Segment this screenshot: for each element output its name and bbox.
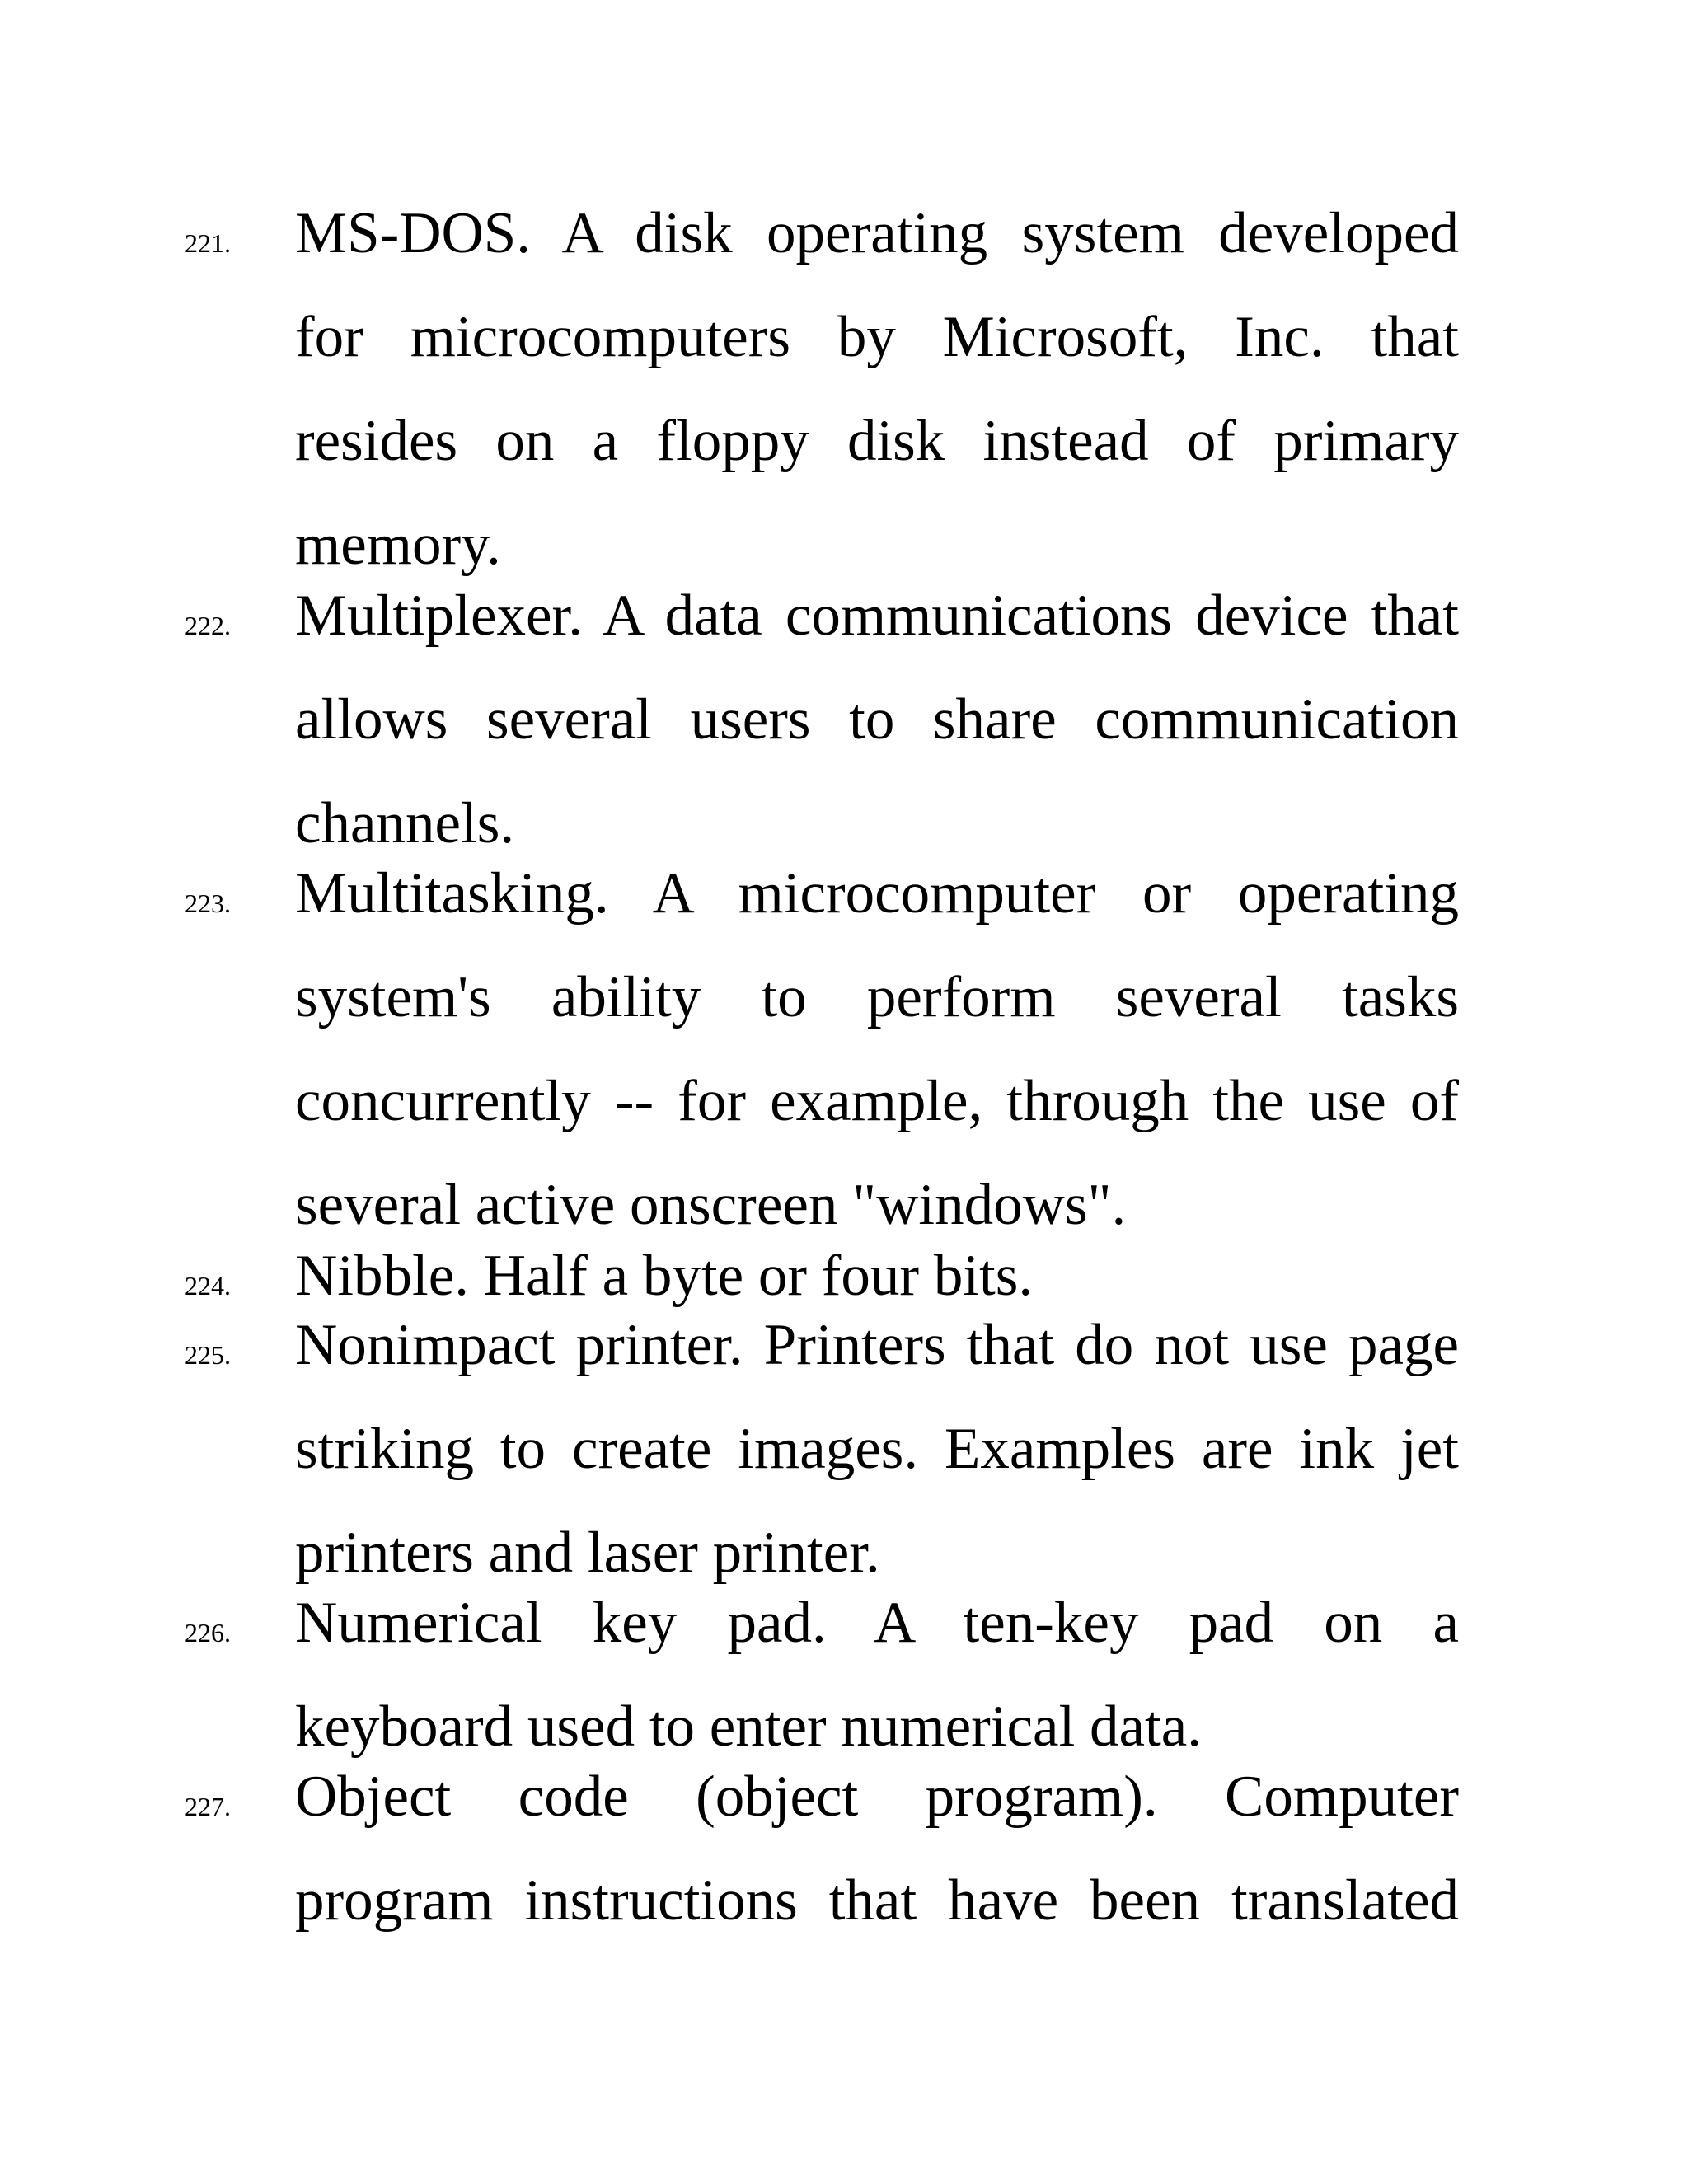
entry-line: channels. [295, 791, 515, 855]
entry-line: printers and laser printer. [295, 1521, 880, 1585]
entry-line: Nibble. Half a byte or four bits. [295, 1244, 1034, 1308]
entry-line: Numerical key pad. A ten-key pad on a [295, 1591, 1459, 1655]
entry-number: 223. [185, 888, 231, 918]
entry-line: resides on a floppy disk instead of primary [295, 409, 1459, 473]
entry-line: keyboard used to enter numerical data. [295, 1694, 1203, 1759]
entry-line: system's ability to perform several tasks [295, 965, 1459, 1029]
entry-line: program instructions that have been translated [295, 1868, 1459, 1933]
entry-line: memory. [295, 513, 501, 577]
entry-line: Multiplexer. A data communications device that [295, 583, 1459, 648]
entry-number: 224. [185, 1271, 231, 1301]
entry-line: Nonimpact printer. Printers that do not use page [295, 1313, 1459, 1377]
entry-number: 221. [185, 228, 231, 258]
entry-line: Multitasking. A microcomputer or operating [295, 861, 1459, 926]
entry-number: 226. [185, 1618, 231, 1647]
entry-line: several active onscreen "windows". [295, 1173, 1127, 1237]
entry-line: striking to create images. Examples are ink jet [295, 1417, 1459, 1481]
entry-line: concurrently -- for example, through the use of [295, 1069, 1459, 1133]
entry-number: 225. [185, 1340, 231, 1370]
entry-line: MS-DOS. A disk operating system developed [295, 201, 1459, 265]
entry-line: Object code (object program). Computer [295, 1765, 1459, 1829]
entry-line: for microcomputers by Microsoft, Inc. that [295, 305, 1459, 369]
entry-number: 227. [185, 1792, 231, 1821]
entry-line: allows several users to share communication [295, 687, 1459, 752]
entry-number: 222. [185, 611, 231, 640]
